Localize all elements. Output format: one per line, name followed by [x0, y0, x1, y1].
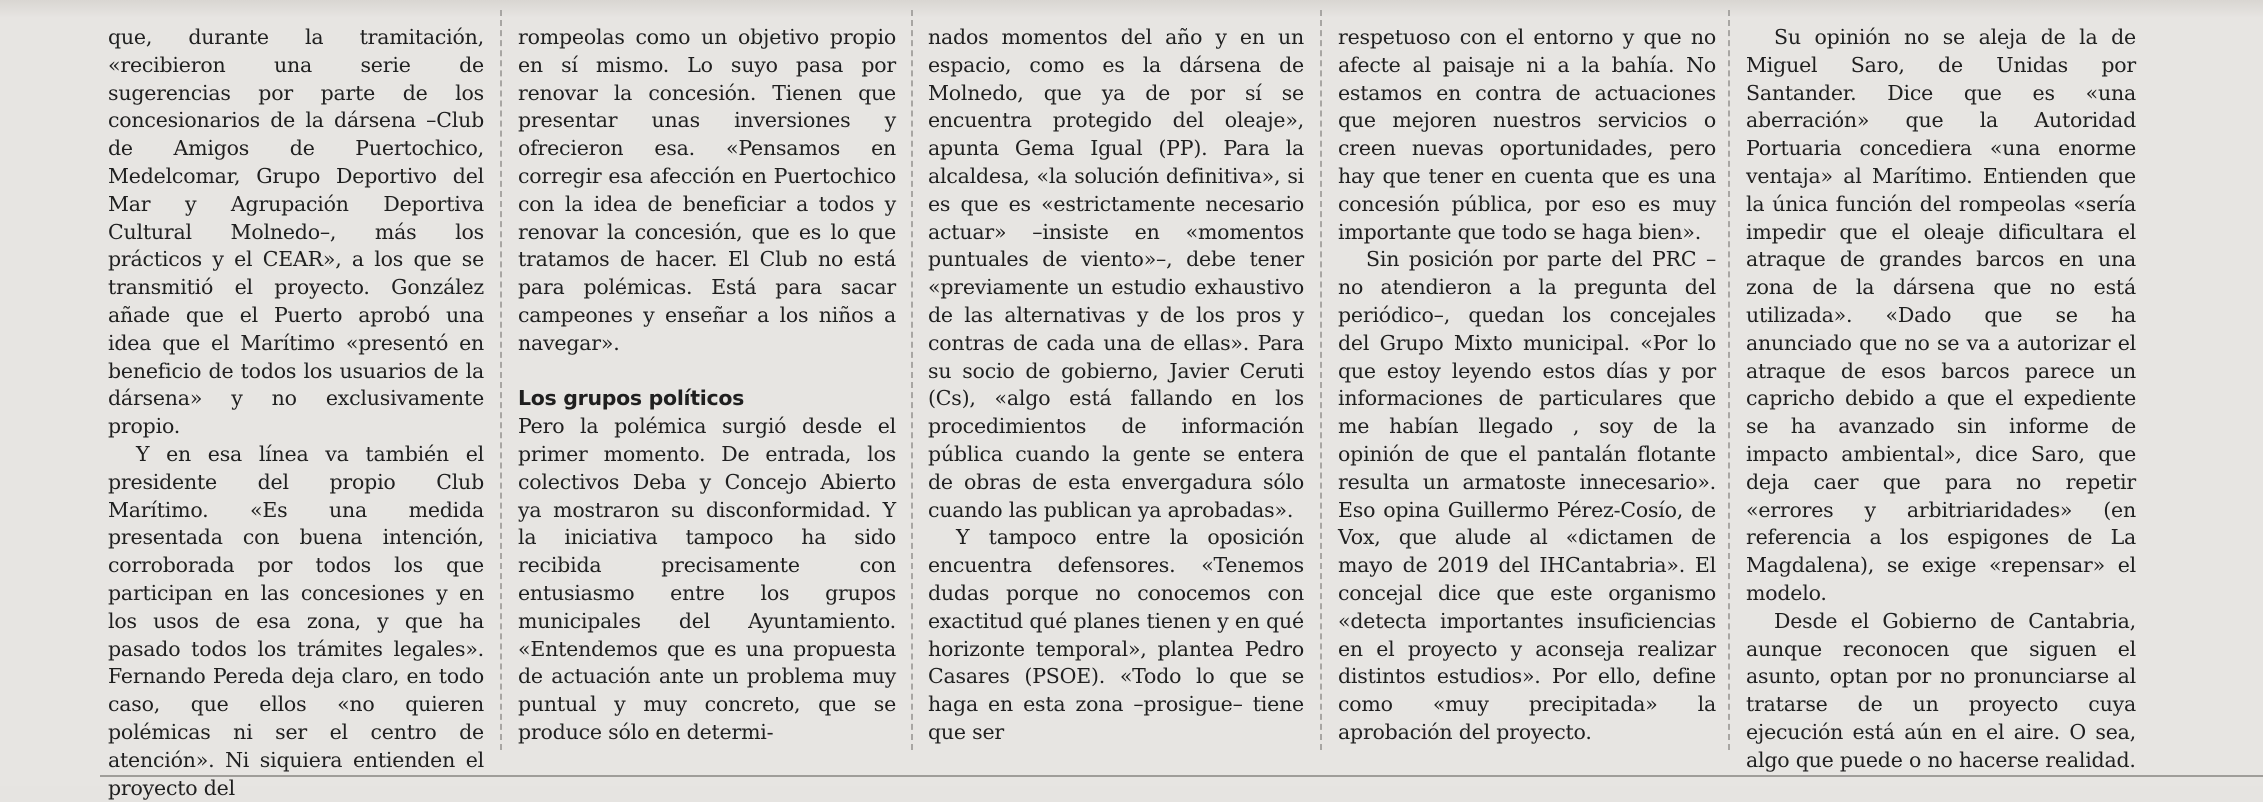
- paragraph: respetuoso con el entorno y que no afecte al paisaje ni a la bahía. No estamos en contra de actuaciones que mejoren nuestros servicios o creen nuevas oportunidades, pero hay que tener en cuenta que es una concesión pública, por eso es muy importante que todo se haga bien».: [1338, 25, 1716, 244]
- section-subheading: Los grupos políticos: [518, 386, 745, 411]
- article-column-1: [108, 24, 484, 802]
- article-column-3: [928, 24, 1304, 747]
- column-divider: [1320, 10, 1322, 750]
- paragraph: rompeolas como un objetivo propio en sí mismo. Lo suyo pasa por renovar la concesión. Tienen que presentar unas inversiones y ofrecieron esa. «Pensamos en corregir esa afección en Puertochico con la idea de beneficiar a todos y renovar la concesión, que es lo que tratamos de hacer. El Club no está para polémicas. Está para sacar campeones y enseñar a los niños a navegar».: [518, 25, 896, 355]
- bottom-rule: [100, 775, 2263, 777]
- spacer: [518, 358, 896, 386]
- top-edge: [0, 0, 2263, 18]
- article-column-5: [1746, 24, 2136, 775]
- column-divider: [500, 10, 502, 750]
- column-divider: [911, 10, 913, 750]
- paragraph: Su opinión no se aleja de la de Miguel Saro, de Unidas por Santander. Dice que es «una aberración» que la Autoridad Portuaria concediera «una enorme ventaja» al Marítimo. Entienden que la única función del rompeolas «sería impedir que el oleaje dificultara el atraque de grandes barcos en una zona de la dársena que no está utilizada». «Dado que se ha anunciado que no se va a autorizar el atraque de esos barcos parece un capricho debido a que el expediente se ha avanzado sin informe de impacto ambiental», dice Saro, que deja caer que para no repetir «errores y arbitriaridades» (en referencia a los espigones de La Magdalena), se exige «repensar» el modelo.: [1746, 25, 2136, 605]
- column-divider: [1728, 10, 1730, 750]
- paragraph: Sin posición por parte del PRC –no atendieron a la pregunta del periódico–, quedan los concejales del Grupo Mixto municipal. «Por lo que estoy leyendo estos días y por informaciones de particulares que me habían llegado , soy de la opinión de que el pantalán flotante resulta un armatoste innecesario». Eso opina Guillermo Pérez-Cosío, de Vox, que alude al «dictamen de mayo de 2019 del IHCantabria». El concejal dice que este organismo «detecta importantes insuficiencias en el proyecto y aconseja realizar distintos estudios». Por ello, define como «muy precipitada» la aprobación del proyecto.: [1338, 247, 1716, 744]
- article-column-4: [1338, 24, 1716, 747]
- paragraph: Y en esa línea va también el presidente del propio Club Marítimo. «Es una medida presentada con buena intención, corroborada por todos los que participan en las concesiones y en los usos de esa zona, y que ha pasado todos los trámites legales». Fernando Pereda deja claro, en todo caso, que ellos «no quieren polémicas ni ser el centro de atención». Ni siquiera entienden el proyecto del: [108, 441, 484, 800]
- paragraph: Desde el Gobierno de Cantabria, aunque reconocen que siguen el asunto, optan por no pronunciarse al tratarse de un proyecto cuya ejecución está aún en el aire. O sea, algo que puede o no hacerse realidad.: [1746, 608, 2136, 772]
- paragraph: Y tampoco entre la oposición encuentra defensores. «Tenemos dudas porque no conocemos con exactitud qué planes tienen y en qué horizonte temporal», plantea Pedro Casares (PSOE). «Todo lo que se haga en esta zona –prosigue– tiene que ser: [928, 525, 1304, 744]
- paragraph: Pero la polémica surgió desde el primer momento. De entrada, los colectivos Deba y Concejo Abierto ya mostraron su disconformidad. Y la iniciativa tampoco ha sido recibida precisamente con entusiasmo entre los grupos municipales del Ayuntamiento. «Entendemos que es una propuesta de actuación ante un problema muy puntual y muy concreto, que se produce sólo en determi-: [518, 414, 896, 744]
- paragraph: nados momentos del año y en un espacio, como es la dársena de Molnedo, que ya de por sí se encuentra protegido del oleaje», apunta Gema Igual (PP). Para la alcaldesa, «la solución definitiva», si es que es «estrictamente necesario actuar» –insiste en «momentos puntuales de viento»–, debe tener «previamente un estudio exhaustivo de las alternativas y de los pros y contras de cada una de ellas». Para su socio de gobierno, Javier Ceruti (Cs), «algo está fallando en los procedimientos de información pública cuando la gente se entera de obras de esta envergadura sólo cuando las publican ya aprobadas».: [928, 25, 1304, 522]
- paragraph: que, durante la tramitación, «recibieron una serie de sugerencias por parte de los concesionarios de la dársena –Club de Amigos de Puertochico, Medelcomar, Grupo Deportivo del Mar y Agrupación Deportiva Cultural Molnedo–, más los prácticos y el CEAR», a los que se transmitió el proyecto. González añade que el Puerto aprobó una idea que el Marítimo «presentó en beneficio de todos los usuarios de la dársena» y no exclusivamente propio.: [108, 25, 484, 439]
- article-column-2: [518, 24, 896, 747]
